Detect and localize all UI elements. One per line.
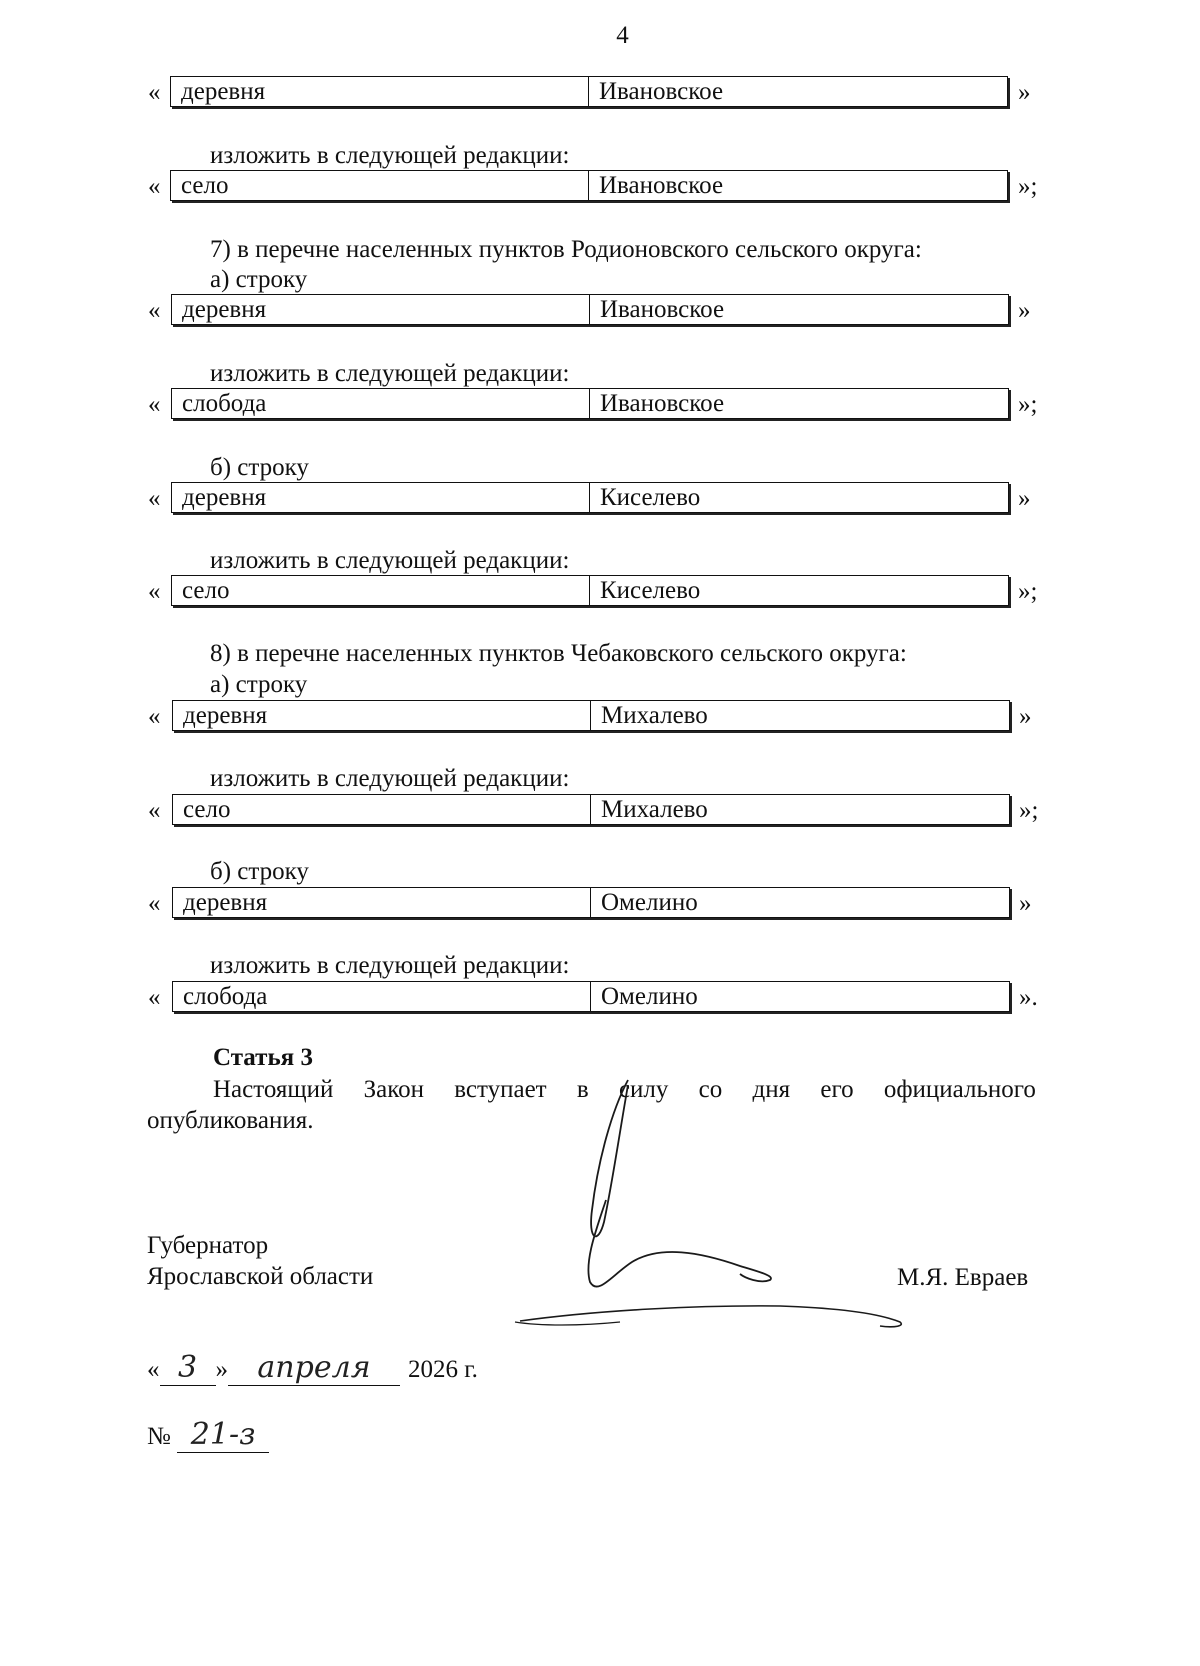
date-line (147, 1350, 478, 1386)
open-quote: « (148, 173, 161, 200)
open-quote: « (148, 297, 161, 324)
close-quote: » (1018, 297, 1031, 324)
table-row (171, 575, 1009, 606)
document-number (147, 1417, 269, 1453)
date-day: 3 (160, 1350, 216, 1386)
article-word: со (698, 1076, 723, 1103)
article-word: вступает (454, 1076, 547, 1103)
settlement-type-cell: слобода (173, 982, 591, 1011)
number-value: 21-з (177, 1417, 269, 1453)
settlement-type-cell: деревня (171, 77, 589, 106)
settlement-name-cell: Михалево (601, 702, 708, 729)
settlement-name-cell: Ивановское (599, 172, 724, 199)
settlement-type-cell: село (172, 576, 590, 605)
settlement-type-cell: слобода (172, 389, 590, 418)
section-heading: 7) в перечне населенных пунктов Родионовского сельского округа: (210, 236, 922, 263)
signatory-position: Губернатор (147, 1232, 269, 1259)
article-word: его (820, 1076, 854, 1103)
settlement-name-cell: Михалево (601, 796, 708, 823)
open-quote: « (148, 984, 161, 1011)
number-sign: № (147, 1423, 171, 1450)
article-text-line-1 (213, 1076, 1036, 1104)
settlement-name-cell: Ивановское (600, 390, 725, 417)
close-quote: » (1018, 79, 1031, 106)
open-quote: « (148, 391, 161, 418)
subsection-label: б) строку (210, 858, 309, 885)
open-quote: « (148, 703, 161, 730)
table-row (171, 482, 1009, 513)
settlement-name-cell: Ивановское (599, 78, 724, 105)
article-word: Закон (363, 1076, 425, 1103)
close-quote: »; (1019, 797, 1039, 824)
table-row (170, 76, 1008, 107)
settlement-type-cell: село (173, 795, 591, 824)
settlement-name-cell: Омелино (601, 983, 698, 1010)
close-quote: » (1019, 703, 1032, 730)
section-heading: 8) в перечне населенных пунктов Чебаковского сельского округа: (210, 640, 907, 667)
article-word: дня (752, 1076, 791, 1103)
date-open-quote: « (147, 1356, 160, 1383)
article-word: силу (618, 1076, 669, 1103)
article-word: в (576, 1076, 589, 1103)
subsection-label: а) строку (210, 266, 308, 293)
open-quote: « (148, 485, 161, 512)
settlement-name-cell: Киселево (600, 484, 701, 511)
instruction-text: изложить в следующей редакции: (210, 360, 570, 387)
table-row (172, 887, 1010, 918)
table-row (172, 981, 1010, 1012)
signatory-region: Ярославской области (147, 1263, 374, 1290)
article-title: Статья 3 (213, 1044, 313, 1071)
settlement-type-cell: деревня (173, 888, 591, 917)
date-month: апреля (228, 1350, 400, 1386)
settlement-name-cell: Киселево (600, 577, 701, 604)
table-row (170, 170, 1008, 201)
settlement-type-cell: деревня (172, 483, 590, 512)
close-quote: » (1019, 890, 1032, 917)
open-quote: « (148, 797, 161, 824)
table-row (172, 700, 1010, 731)
open-quote: « (148, 578, 161, 605)
table-row (172, 794, 1010, 825)
table-row (171, 388, 1009, 419)
close-quote: »; (1018, 391, 1038, 418)
open-quote: « (148, 79, 161, 106)
close-quote: »; (1018, 173, 1038, 200)
subsection-label: а) строку (210, 671, 308, 698)
article-word: официального (883, 1076, 1036, 1103)
close-quote: ». (1019, 984, 1038, 1011)
subsection-label: б) строку (210, 454, 309, 481)
article-word: Настоящий (213, 1076, 334, 1103)
instruction-text: изложить в следующей редакции: (210, 547, 570, 574)
open-quote: « (148, 890, 161, 917)
settlement-name-cell: Омелино (601, 889, 698, 916)
settlement-name-cell: Ивановское (600, 296, 725, 323)
date-close-quote: » (215, 1356, 228, 1383)
article-text-line-2: опубликования. (147, 1107, 314, 1134)
instruction-text: изложить в следующей редакции: (210, 952, 570, 979)
instruction-text: изложить в следующей редакции: (210, 765, 570, 792)
close-quote: »; (1018, 578, 1038, 605)
settlement-type-cell: деревня (172, 295, 590, 324)
settlement-type-cell: деревня (173, 701, 591, 730)
settlement-type-cell: село (171, 171, 589, 200)
close-quote: » (1018, 485, 1031, 512)
table-row (171, 294, 1009, 325)
signatory-name: М.Я. Евраев (897, 1264, 1029, 1291)
date-year: 2026 г. (408, 1356, 478, 1383)
instruction-text: изложить в следующей редакции: (210, 142, 570, 169)
page-number: 4 (616, 22, 629, 49)
